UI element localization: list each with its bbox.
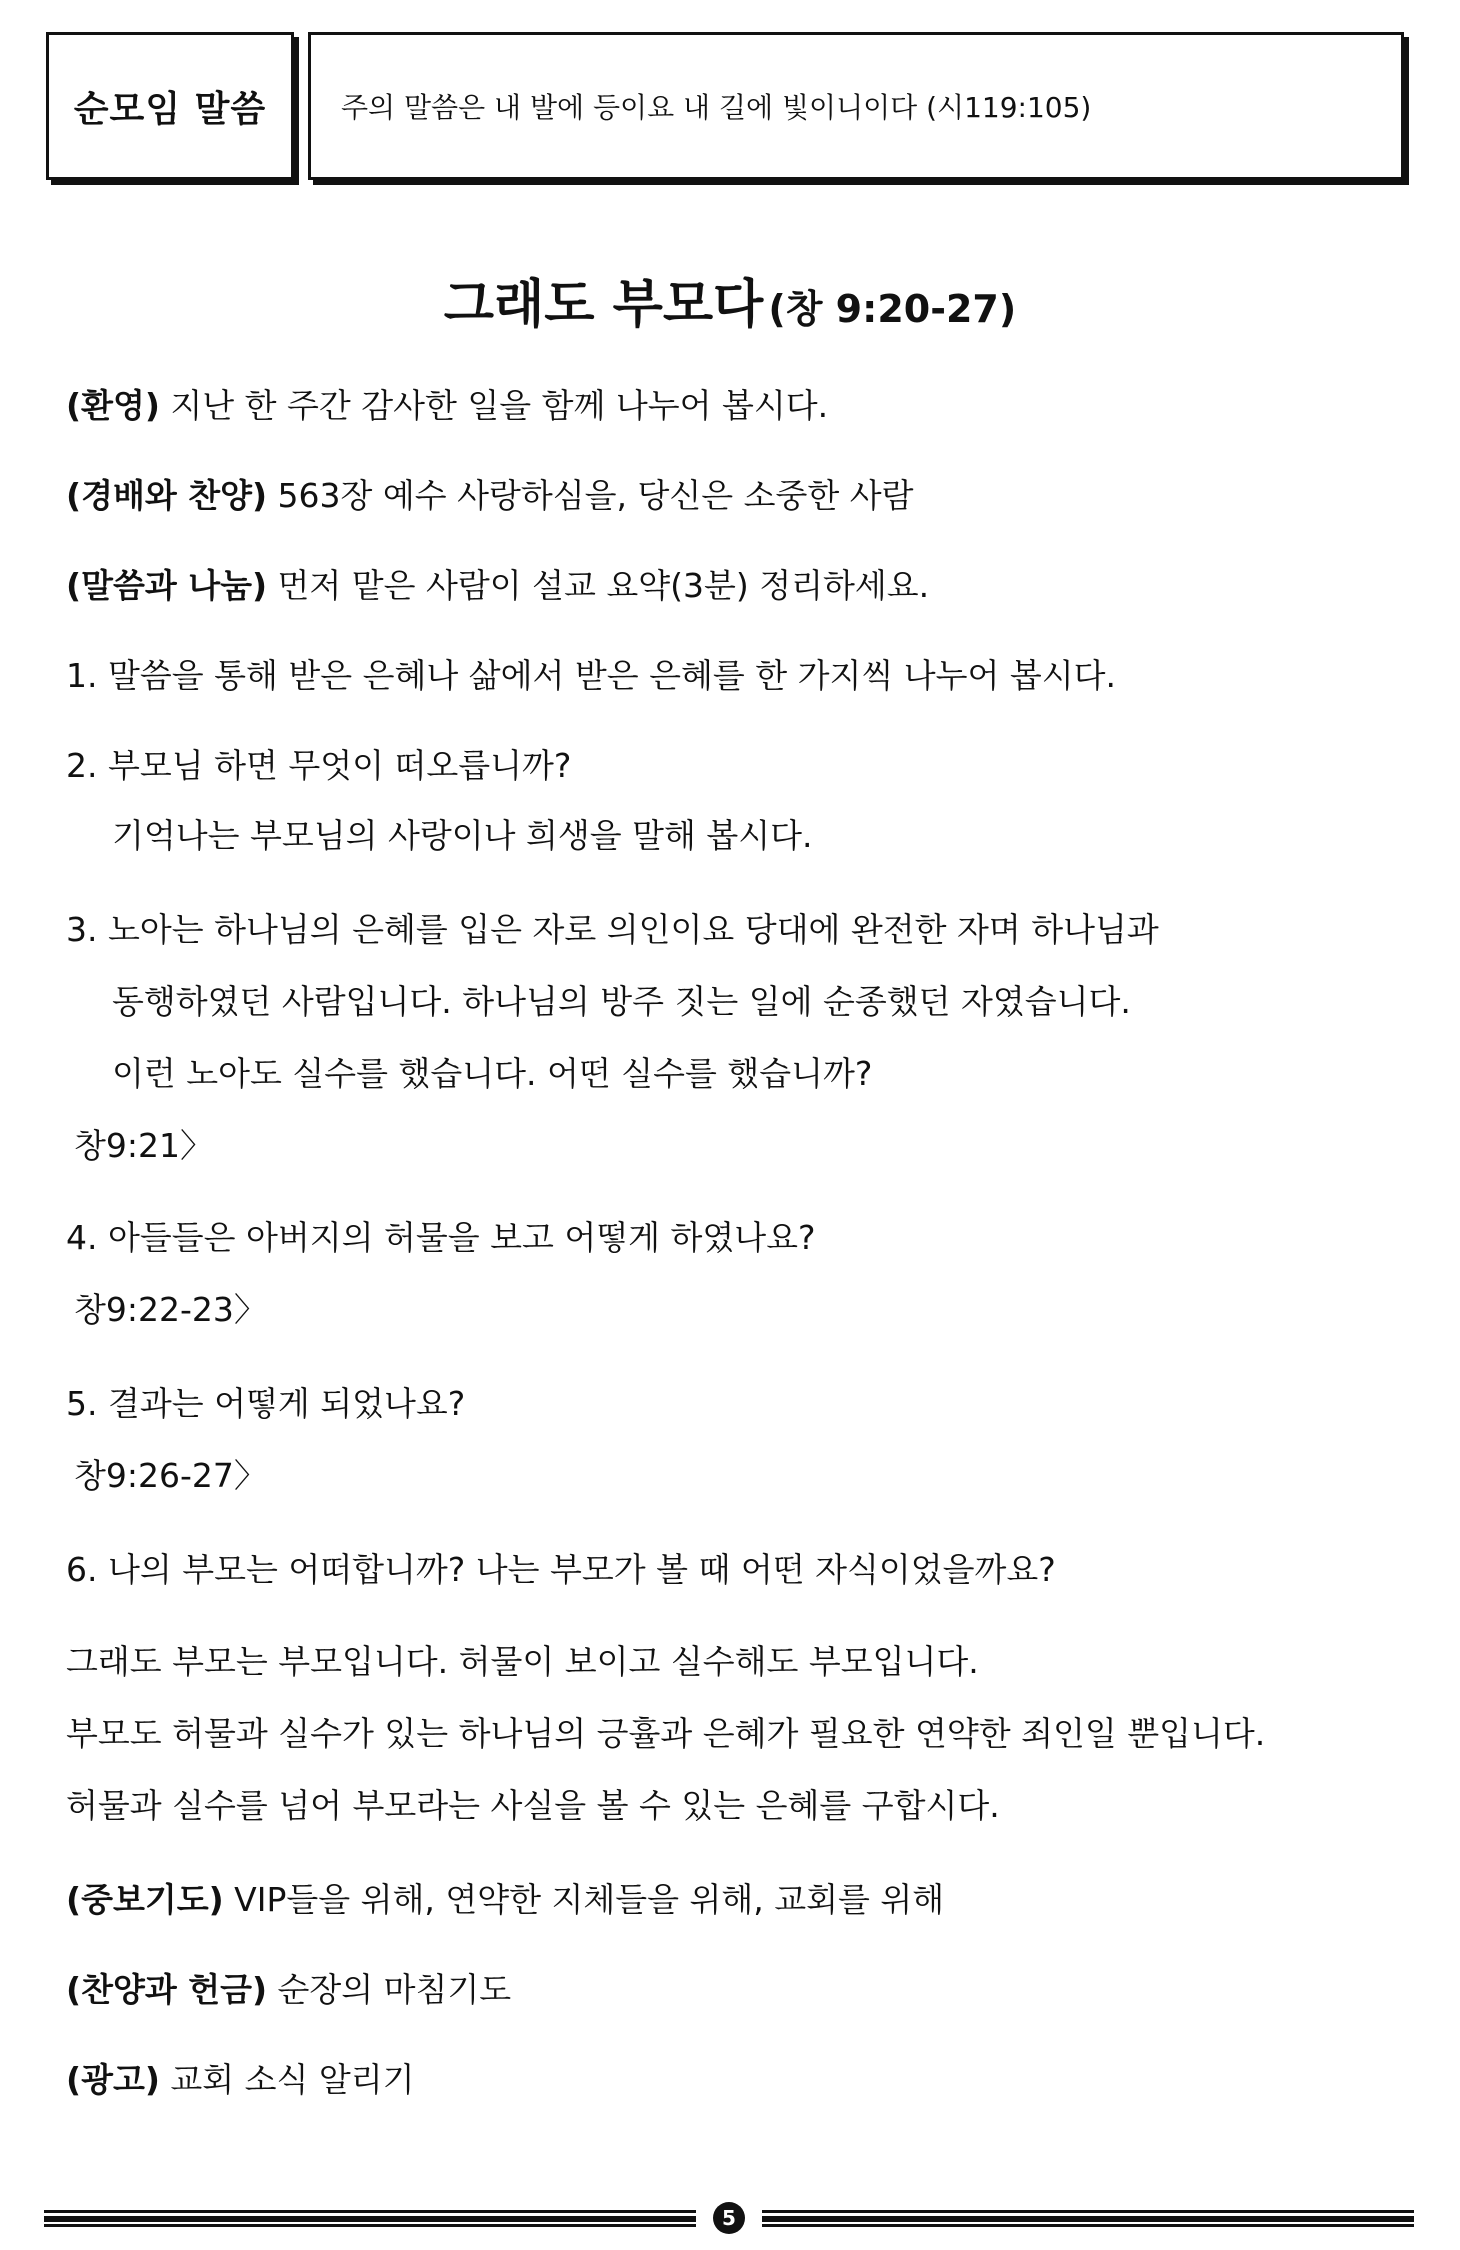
page-number: 5 (713, 2202, 745, 2234)
header-label: 순모임 말씀 (73, 88, 267, 130)
section-text: 교회 소식 알리기 (159, 2060, 415, 2099)
question-3-continued-2: 이런 노아도 실수를 했습니다. 어떤 실수를 했습니까? (112, 1054, 873, 1093)
question-4-scripture-ref: 창9:22-23〉 (74, 1290, 267, 1329)
question-2: 2. 부모님 하면 무엇이 떠오릅니까? (66, 746, 572, 785)
section-text: 563장 예수 사랑하심을, 당신은 소중한 사람 (267, 476, 914, 515)
header-verse: 주의 말씀은 내 발에 등이요 내 길에 빛이니이다 (시119:105) (341, 91, 1092, 124)
section-welcome (66, 386, 828, 426)
page-footer (44, 2208, 1414, 2228)
section-intercession (66, 1880, 944, 1920)
section-label: (중보기도) (66, 1880, 224, 1919)
section-worship (66, 476, 914, 516)
question-2-continued: 기억나는 부모님의 사랑이나 희생을 말해 봅시다. (112, 816, 813, 855)
section-text: VIP들을 위해, 연약한 지체들을 위해, 교회를 위해 (223, 1880, 945, 1919)
question-5: 5. 결과는 어떻게 되었나요? (66, 1384, 466, 1423)
section-text: 지난 한 주간 감사한 일을 함께 나누어 봅시다. (159, 386, 829, 425)
section-announcement (66, 2060, 415, 2100)
section-label: (찬양과 헌금) (66, 1970, 268, 2009)
section-label: (경배와 찬양) (66, 476, 268, 515)
question-3: 3. 노아는 하나님의 은혜를 입은 자로 의인이요 당대에 완전한 자며 하나님과 (66, 910, 1159, 949)
section-text: 먼저 맡은 사람이 설교 요약(3분) 정리하세요. (267, 566, 930, 605)
closing-paragraph-3: 허물과 실수를 넘어 부모라는 사실을 볼 수 있는 은혜를 구합시다. (66, 1786, 1000, 1825)
closing-paragraph-1: 그래도 부모는 부모입니다. 허물이 보이고 실수해도 부모입니다. (66, 1642, 979, 1681)
section-label: (광고) (66, 2060, 160, 2099)
question-3-continued: 동행하였던 사람입니다. 하나님의 방주 짓는 일에 순종했던 자였습니다. (112, 982, 1131, 1021)
title-reference: (창 9:20-27) (768, 287, 1017, 331)
section-label: (환영) (66, 386, 160, 425)
question-1: 1. 말씀을 통해 받은 은혜나 삶에서 받은 은혜를 한 가지씩 나누어 봅시다. (66, 656, 1116, 695)
footer-rule-right (762, 2208, 1414, 2228)
header-label-box (46, 32, 294, 180)
footer-rule-left (44, 2208, 696, 2228)
section-text: 순장의 마침기도 (267, 1970, 512, 2009)
title-main: 그래도 부모다 (443, 275, 764, 335)
closing-paragraph-2: 부모도 허물과 실수가 있는 하나님의 긍휼과 은혜가 필요한 연약한 죄인일 뿐입니다. (66, 1714, 1266, 1753)
question-4: 4. 아들들은 아버지의 허물을 보고 어떻게 하였나요? (66, 1218, 816, 1257)
question-3-scripture-ref: 창9:21〉 (74, 1126, 213, 1165)
page-title (0, 262, 1460, 337)
section-label: (말씀과 나눔) (66, 566, 268, 605)
section-word (66, 566, 929, 606)
question-6: 6. 나의 부모는 어떠합니까? 나는 부모가 볼 때 어떤 자식이었을까요? (66, 1550, 1056, 1589)
question-5-scripture-ref: 창9:26-27〉 (74, 1456, 267, 1495)
section-offering (66, 1970, 511, 2010)
header-verse-box (308, 32, 1404, 180)
